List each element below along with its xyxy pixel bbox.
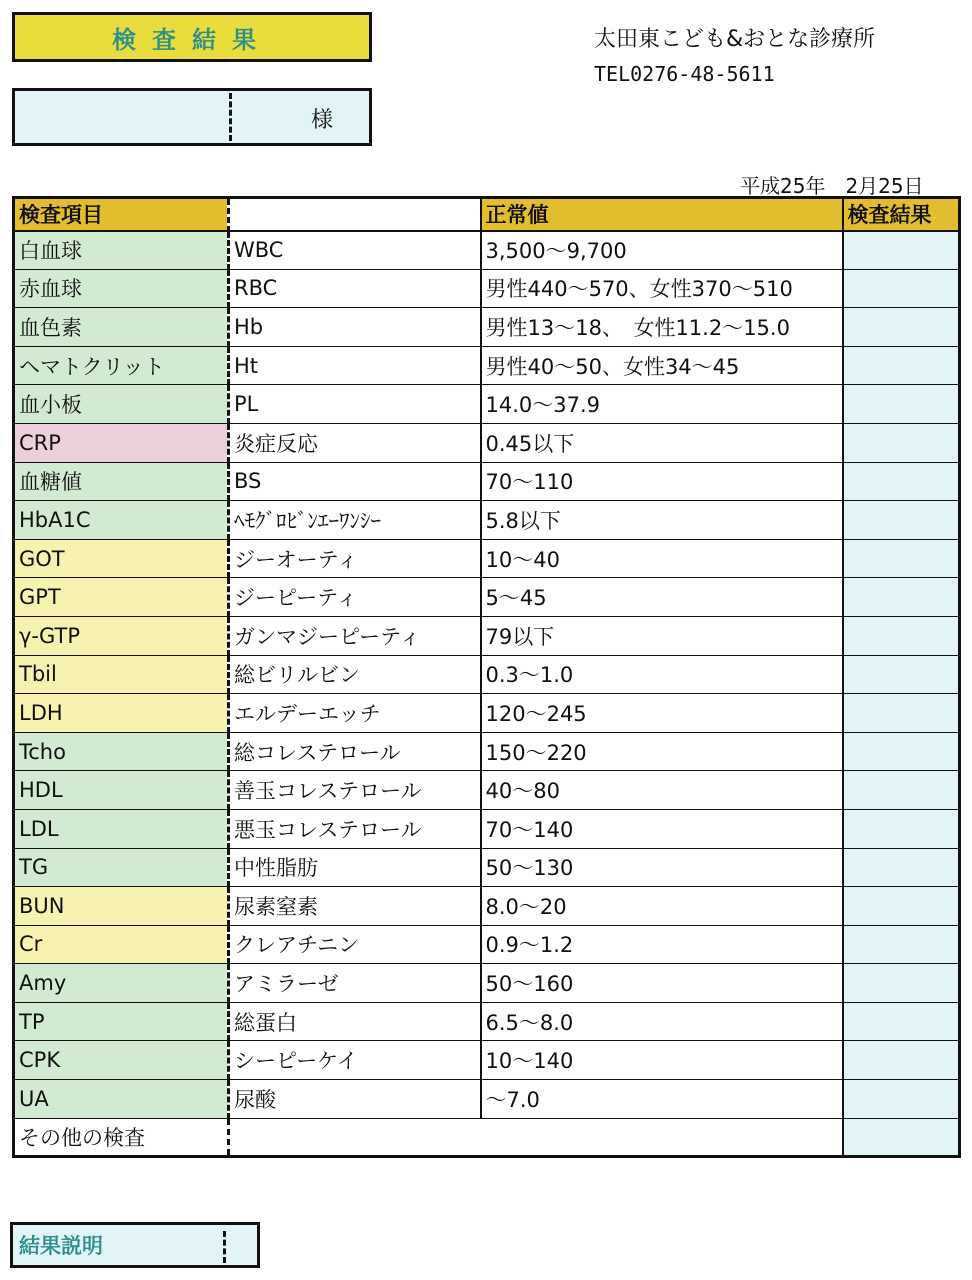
test-item: 血色素 <box>14 308 229 347</box>
result-explanation-box <box>10 1222 260 1268</box>
normal-range: 50～160 <box>481 964 843 1003</box>
test-item: GOT <box>14 539 229 578</box>
result-cell[interactable] <box>843 694 960 733</box>
normal-range: 0.3～1.0 <box>481 655 843 694</box>
test-code: 総蛋白 <box>229 1002 481 1041</box>
result-cell[interactable] <box>843 269 960 308</box>
normal-range: 5～45 <box>481 578 843 617</box>
result-cell[interactable] <box>843 423 960 462</box>
test-item: LDL <box>14 809 229 848</box>
table-row <box>14 694 960 733</box>
normal-range: 79以下 <box>481 616 843 655</box>
explain-divider <box>223 1231 226 1263</box>
normal-range: 70～110 <box>481 462 843 501</box>
honorific: 様 <box>311 108 334 133</box>
table-row <box>14 1041 960 1080</box>
result-cell[interactable] <box>843 539 960 578</box>
result-explanation-label: 結果説明 <box>19 1234 103 1258</box>
result-cell[interactable] <box>843 308 960 347</box>
report-title <box>12 12 372 62</box>
table-row <box>14 964 960 1003</box>
test-code: Ht <box>229 346 481 385</box>
test-item: Tcho <box>14 732 229 771</box>
result-cell[interactable] <box>843 1041 960 1080</box>
normal-range: 50～130 <box>481 848 843 887</box>
result-cell[interactable] <box>843 925 960 964</box>
normal-range: 14.0～37.9 <box>481 385 843 424</box>
result-cell[interactable] <box>843 655 960 694</box>
test-item: HDL <box>14 771 229 810</box>
result-cell[interactable] <box>843 346 960 385</box>
result-cell[interactable] <box>843 1002 960 1041</box>
test-item: CRP <box>14 423 229 462</box>
result-cell[interactable] <box>843 732 960 771</box>
other-tests-label: その他の検査 <box>14 1118 229 1157</box>
result-cell[interactable] <box>843 848 960 887</box>
test-code: 炎症反応 <box>229 423 481 462</box>
normal-range: 120～245 <box>481 694 843 733</box>
test-item: TG <box>14 848 229 887</box>
normal-range: 男性13～18、 女性11.2～15.0 <box>481 308 843 347</box>
test-item: 血糖値 <box>14 462 229 501</box>
normal-range: 男性440～570、女性370～510 <box>481 269 843 308</box>
test-item: UA <box>14 1080 229 1119</box>
test-item: BUN <box>14 887 229 926</box>
test-code: シーピーケイ <box>229 1041 481 1080</box>
table-row <box>14 925 960 964</box>
result-cell[interactable] <box>843 231 960 270</box>
normal-range: 5.8以下 <box>481 501 843 540</box>
normal-range: 10～40 <box>481 539 843 578</box>
table-row <box>14 616 960 655</box>
result-cell[interactable] <box>843 964 960 1003</box>
table-header-row <box>14 198 960 231</box>
test-item: TP <box>14 1002 229 1041</box>
test-item: Amy <box>14 964 229 1003</box>
result-cell[interactable] <box>843 462 960 501</box>
test-code: 尿素窒素 <box>229 887 481 926</box>
result-cell[interactable] <box>843 771 960 810</box>
patient-name-box <box>12 88 372 146</box>
test-code: 総コレステロール <box>229 732 481 771</box>
other-tests-content[interactable] <box>229 1118 843 1157</box>
table-row <box>14 578 960 617</box>
test-code: 善玉コレステロール <box>229 771 481 810</box>
report-date: 平成25年 2月25日 <box>740 174 924 198</box>
table-row <box>14 732 960 771</box>
test-code: ガンマジーピーティ <box>229 616 481 655</box>
test-code: アミラーゼ <box>229 964 481 1003</box>
table-row <box>14 462 960 501</box>
test-code: ﾍﾓｸﾞﾛﾋﾞﾝｴｰﾜﾝｼｰ <box>229 501 481 540</box>
table-row <box>14 385 960 424</box>
test-code: ジーオーティ <box>229 539 481 578</box>
other-tests-result[interactable] <box>843 1118 960 1157</box>
result-cell[interactable] <box>843 809 960 848</box>
test-code: ジーピーティ <box>229 578 481 617</box>
table-row <box>14 809 960 848</box>
test-code: 総ビリルビン <box>229 655 481 694</box>
result-cell[interactable] <box>843 385 960 424</box>
test-code: RBC <box>229 269 481 308</box>
result-cell[interactable] <box>843 616 960 655</box>
test-item: LDH <box>14 694 229 733</box>
report-title-text: 検査結果 <box>112 25 272 54</box>
result-cell[interactable] <box>843 1080 960 1119</box>
normal-range: 40～80 <box>481 771 843 810</box>
normal-range: 150～220 <box>481 732 843 771</box>
normal-range: 3,500～9,700 <box>481 231 843 270</box>
clinic-name: 太田東こども&おとな診療所 <box>594 27 876 52</box>
normal-range: 8.0～20 <box>481 887 843 926</box>
test-code: エルデーエッチ <box>229 694 481 733</box>
name-divider <box>229 93 232 141</box>
result-cell[interactable] <box>843 578 960 617</box>
header-normal: 正常値 <box>481 198 843 231</box>
test-code: クレアチニン <box>229 925 481 964</box>
table-row <box>14 269 960 308</box>
results-table <box>12 196 961 1158</box>
table-row <box>14 771 960 810</box>
table-row <box>14 346 960 385</box>
table-row <box>14 423 960 462</box>
test-item: 白血球 <box>14 231 229 270</box>
test-item: CPK <box>14 1041 229 1080</box>
normal-range: 10～140 <box>481 1041 843 1080</box>
result-cell[interactable] <box>843 501 960 540</box>
other-tests-row <box>14 1118 960 1157</box>
normal-range: ～7.0 <box>481 1080 843 1119</box>
header-code <box>229 198 481 231</box>
table-row <box>14 231 960 270</box>
clinic-tel: TEL0276-48-5611 <box>594 62 775 86</box>
test-item: γ-GTP <box>14 616 229 655</box>
test-code: 尿酸 <box>229 1080 481 1119</box>
table-row <box>14 1080 960 1119</box>
table-row <box>14 539 960 578</box>
test-code: Hb <box>229 308 481 347</box>
normal-range: 男性40～50、女性34～45 <box>481 346 843 385</box>
test-code: WBC <box>229 231 481 270</box>
normal-range: 6.5～8.0 <box>481 1002 843 1041</box>
test-item: Cr <box>14 925 229 964</box>
test-code: 中性脂肪 <box>229 848 481 887</box>
test-code: BS <box>229 462 481 501</box>
normal-range: 0.45以下 <box>481 423 843 462</box>
table-row <box>14 848 960 887</box>
table-row <box>14 501 960 540</box>
test-item: ヘマトクリット <box>14 346 229 385</box>
test-code: PL <box>229 385 481 424</box>
normal-range: 70～140 <box>481 809 843 848</box>
header-result: 検査結果 <box>843 198 960 231</box>
test-item: 赤血球 <box>14 269 229 308</box>
table-row <box>14 308 960 347</box>
test-item: 血小板 <box>14 385 229 424</box>
table-row <box>14 887 960 926</box>
test-item: Tbil <box>14 655 229 694</box>
header-item: 検査項目 <box>14 198 229 231</box>
test-item: HbA1C <box>14 501 229 540</box>
result-cell[interactable] <box>843 887 960 926</box>
table-row <box>14 1002 960 1041</box>
test-code: 悪玉コレステロール <box>229 809 481 848</box>
test-item: GPT <box>14 578 229 617</box>
table-row <box>14 655 960 694</box>
normal-range: 0.9～1.2 <box>481 925 843 964</box>
